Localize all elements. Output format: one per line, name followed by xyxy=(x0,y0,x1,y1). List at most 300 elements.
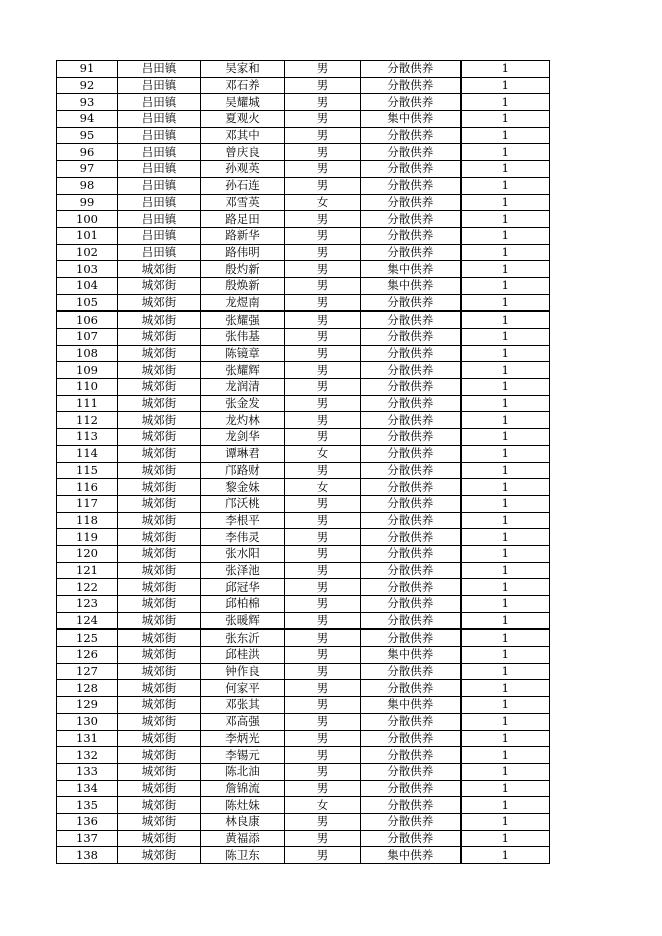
table-cell: 女 xyxy=(285,797,361,814)
table-cell: 殷焕新 xyxy=(201,277,285,294)
table-row xyxy=(57,797,550,814)
table-cell: 何家平 xyxy=(201,680,285,697)
table-cell: 城郊街 xyxy=(118,529,201,546)
table-cell: 城郊街 xyxy=(118,329,201,346)
table-row xyxy=(57,512,550,529)
table-cell: 93 xyxy=(57,94,118,111)
table-cell: 谭琳君 xyxy=(201,445,285,462)
table-cell: 分散供养 xyxy=(361,495,461,512)
table-cell: 男 xyxy=(285,713,361,730)
table-cell: 98 xyxy=(57,177,118,194)
table-row xyxy=(57,629,550,646)
table-cell: 邱冠华 xyxy=(201,579,285,596)
table-cell: 城郊街 xyxy=(118,663,201,680)
table-cell: 男 xyxy=(285,529,361,546)
table-row xyxy=(57,395,550,412)
table-cell: 分散供养 xyxy=(361,730,461,747)
table-cell: 1 xyxy=(461,127,550,144)
table-cell: 分散供养 xyxy=(361,61,461,78)
table-row xyxy=(57,244,550,261)
table-cell: 邓高强 xyxy=(201,713,285,730)
table-cell: 分散供养 xyxy=(361,294,461,311)
table-cell: 126 xyxy=(57,647,118,664)
table-row xyxy=(57,311,550,328)
table-cell: 邱桂洪 xyxy=(201,647,285,664)
table-cell: 吕田镇 xyxy=(118,61,201,78)
table-cell: 1 xyxy=(461,94,550,111)
table-cell: 109 xyxy=(57,362,118,379)
table-cell: 男 xyxy=(285,311,361,328)
table-cell: 分散供养 xyxy=(361,311,461,328)
table-cell: 男 xyxy=(285,329,361,346)
table-cell: 117 xyxy=(57,495,118,512)
table-cell: 男 xyxy=(285,780,361,797)
table-cell: 分散供养 xyxy=(361,161,461,178)
table-cell: 分散供养 xyxy=(361,680,461,697)
table-cell: 钟作良 xyxy=(201,663,285,680)
table-cell: 119 xyxy=(57,529,118,546)
table-cell: 集中供养 xyxy=(361,277,461,294)
table-cell: 城郊街 xyxy=(118,730,201,747)
table-cell: 104 xyxy=(57,277,118,294)
table-row xyxy=(57,830,550,847)
table-cell: 118 xyxy=(57,512,118,529)
table-cell: 91 xyxy=(57,61,118,78)
table-cell: 1 xyxy=(461,395,550,412)
table-cell: 吕田镇 xyxy=(118,194,201,211)
table-cell: 男 xyxy=(285,596,361,613)
table-row xyxy=(57,412,550,429)
table-row xyxy=(57,663,550,680)
table-row xyxy=(57,697,550,714)
table-cell: 112 xyxy=(57,412,118,429)
table-row xyxy=(57,277,550,294)
table-cell: 男 xyxy=(285,830,361,847)
table-cell: 1 xyxy=(461,663,550,680)
table-cell: 路伟明 xyxy=(201,244,285,261)
table-row xyxy=(57,612,550,629)
table-cell: 张金发 xyxy=(201,395,285,412)
table-cell: 1 xyxy=(461,177,550,194)
table-row xyxy=(57,562,550,579)
table-cell: 城郊街 xyxy=(118,261,201,278)
table-row xyxy=(57,177,550,194)
table-row xyxy=(57,545,550,562)
table-cell: 103 xyxy=(57,261,118,278)
table-cell: 110 xyxy=(57,379,118,396)
table-row xyxy=(57,362,550,379)
table-cell: 分散供养 xyxy=(361,797,461,814)
table-cell: 城郊街 xyxy=(118,629,201,646)
table-cell: 1 xyxy=(461,294,550,311)
table-cell: 分散供养 xyxy=(361,244,461,261)
table-cell: 1 xyxy=(461,747,550,764)
data-table xyxy=(56,60,550,864)
table-row xyxy=(57,127,550,144)
table-cell: 分散供养 xyxy=(361,780,461,797)
table-cell: 男 xyxy=(285,697,361,714)
table-cell: 分散供养 xyxy=(361,462,461,479)
table-cell: 男 xyxy=(285,747,361,764)
table-cell: 城郊街 xyxy=(118,311,201,328)
table-cell: 男 xyxy=(285,61,361,78)
table-cell: 1 xyxy=(461,813,550,830)
table-cell: 124 xyxy=(57,612,118,629)
table-cell: 分散供养 xyxy=(361,579,461,596)
table-cell: 102 xyxy=(57,244,118,261)
table-cell: 城郊街 xyxy=(118,445,201,462)
table-cell: 分散供养 xyxy=(361,379,461,396)
table-cell: 詹锦流 xyxy=(201,780,285,797)
table-cell: 黎金妹 xyxy=(201,479,285,496)
table-cell: 孙观英 xyxy=(201,161,285,178)
table-cell: 城郊街 xyxy=(118,813,201,830)
table-cell: 1 xyxy=(461,797,550,814)
table-row xyxy=(57,379,550,396)
table-cell: 106 xyxy=(57,311,118,328)
table-cell: 城郊街 xyxy=(118,797,201,814)
table-cell: 男 xyxy=(285,847,361,864)
table-cell: 115 xyxy=(57,462,118,479)
table-cell: 分散供养 xyxy=(361,512,461,529)
table-cell: 分散供养 xyxy=(361,362,461,379)
table-cell: 分散供养 xyxy=(361,395,461,412)
table-cell: 1 xyxy=(461,479,550,496)
table-cell: 男 xyxy=(285,161,361,178)
table-cell: 1 xyxy=(461,362,550,379)
table-cell: 男 xyxy=(285,395,361,412)
table-cell: 137 xyxy=(57,830,118,847)
table-cell: 张暖辉 xyxy=(201,612,285,629)
table-cell: 1 xyxy=(461,77,550,94)
table-cell: 分散供养 xyxy=(361,747,461,764)
table-row xyxy=(57,847,550,864)
table-cell: 1 xyxy=(461,161,550,178)
table-row xyxy=(57,294,550,311)
table-cell: 分散供养 xyxy=(361,596,461,613)
table-cell: 分散供养 xyxy=(361,94,461,111)
table-cell: 1 xyxy=(461,713,550,730)
table-cell: 分散供养 xyxy=(361,479,461,496)
table-cell: 男 xyxy=(285,379,361,396)
table-row xyxy=(57,144,550,161)
table-cell: 吕田镇 xyxy=(118,244,201,261)
table-cell: 分散供养 xyxy=(361,445,461,462)
table-cell: 分散供养 xyxy=(361,663,461,680)
table-cell: 116 xyxy=(57,479,118,496)
table-cell: 1 xyxy=(461,647,550,664)
table-cell: 128 xyxy=(57,680,118,697)
table-cell: 吕田镇 xyxy=(118,111,201,128)
table-cell: 127 xyxy=(57,663,118,680)
table-cell: 男 xyxy=(285,429,361,446)
table-cell: 吕田镇 xyxy=(118,161,201,178)
table-cell: 1 xyxy=(461,111,550,128)
table-cell: 张水阳 xyxy=(201,545,285,562)
table-cell: 分散供养 xyxy=(361,194,461,211)
table-cell: 1 xyxy=(461,194,550,211)
table-cell: 城郊街 xyxy=(118,429,201,446)
table-cell: 95 xyxy=(57,127,118,144)
table-cell: 城郊街 xyxy=(118,277,201,294)
table-cell: 1 xyxy=(461,562,550,579)
table-cell: 黄福添 xyxy=(201,830,285,847)
table-cell: 男 xyxy=(285,763,361,780)
table-cell: 城郊街 xyxy=(118,697,201,714)
table-cell: 1 xyxy=(461,211,550,228)
table-cell: 107 xyxy=(57,329,118,346)
table-cell: 男 xyxy=(285,211,361,228)
table-cell: 分散供养 xyxy=(361,429,461,446)
table-cell: 分散供养 xyxy=(361,545,461,562)
table-cell: 129 xyxy=(57,697,118,714)
table-cell: 1 xyxy=(461,277,550,294)
table-cell: 城郊街 xyxy=(118,412,201,429)
table-row xyxy=(57,730,550,747)
table-cell: 男 xyxy=(285,294,361,311)
table-cell: 94 xyxy=(57,111,118,128)
table-cell: 男 xyxy=(285,127,361,144)
table-row xyxy=(57,479,550,496)
table-cell: 城郊街 xyxy=(118,479,201,496)
table-cell: 135 xyxy=(57,797,118,814)
table-cell: 龙剑华 xyxy=(201,429,285,446)
table-cell: 分散供养 xyxy=(361,211,461,228)
table-cell: 132 xyxy=(57,747,118,764)
table-cell: 男 xyxy=(285,680,361,697)
table-cell: 1 xyxy=(461,529,550,546)
table-cell: 分散供养 xyxy=(361,127,461,144)
table-cell: 113 xyxy=(57,429,118,446)
table-row xyxy=(57,345,550,362)
table-cell: 张东沂 xyxy=(201,629,285,646)
table-cell: 1 xyxy=(461,227,550,244)
table-cell: 分散供养 xyxy=(361,177,461,194)
table-cell: 孙石连 xyxy=(201,177,285,194)
table-cell: 女 xyxy=(285,194,361,211)
table-cell: 城郊街 xyxy=(118,747,201,764)
table-row xyxy=(57,680,550,697)
table-cell: 城郊街 xyxy=(118,512,201,529)
table-cell: 134 xyxy=(57,780,118,797)
table-cell: 李锡元 xyxy=(201,747,285,764)
table-cell: 曾庆良 xyxy=(201,144,285,161)
table-cell: 城郊街 xyxy=(118,647,201,664)
table-cell: 城郊街 xyxy=(118,830,201,847)
table-cell: 1 xyxy=(461,847,550,864)
table-cell: 130 xyxy=(57,713,118,730)
table-row xyxy=(57,647,550,664)
table-cell: 吴家和 xyxy=(201,61,285,78)
table-cell: 城郊街 xyxy=(118,395,201,412)
table-cell: 男 xyxy=(285,412,361,429)
table-cell: 男 xyxy=(285,261,361,278)
table-cell: 李炳光 xyxy=(201,730,285,747)
table-cell: 121 xyxy=(57,562,118,579)
table-cell: 张泽池 xyxy=(201,562,285,579)
table-cell: 吕田镇 xyxy=(118,144,201,161)
table-cell: 集中供养 xyxy=(361,847,461,864)
table-cell: 1 xyxy=(461,697,550,714)
table-row xyxy=(57,713,550,730)
table-cell: 97 xyxy=(57,161,118,178)
table-cell: 1 xyxy=(461,545,550,562)
table-cell: 城郊街 xyxy=(118,545,201,562)
table-cell: 邓石养 xyxy=(201,77,285,94)
table-cell: 分散供养 xyxy=(361,813,461,830)
table-cell: 分散供养 xyxy=(361,227,461,244)
table-cell: 分散供养 xyxy=(361,830,461,847)
table-cell: 城郊街 xyxy=(118,847,201,864)
table-cell: 李根平 xyxy=(201,512,285,529)
table-row xyxy=(57,211,550,228)
table-cell: 92 xyxy=(57,77,118,94)
table-cell: 1 xyxy=(461,629,550,646)
table-cell: 路新华 xyxy=(201,227,285,244)
table-cell: 男 xyxy=(285,629,361,646)
table-cell: 分散供养 xyxy=(361,329,461,346)
table-cell: 1 xyxy=(461,495,550,512)
table-cell: 龙润清 xyxy=(201,379,285,396)
table-cell: 城郊街 xyxy=(118,294,201,311)
table-cell: 吴耀城 xyxy=(201,94,285,111)
table-cell: 1 xyxy=(461,830,550,847)
table-cell: 张伟基 xyxy=(201,329,285,346)
table-cell: 136 xyxy=(57,813,118,830)
table-cell: 男 xyxy=(285,663,361,680)
table-cell: 城郊街 xyxy=(118,763,201,780)
table-cell: 1 xyxy=(461,445,550,462)
table-cell: 殷灼新 xyxy=(201,261,285,278)
table-cell: 男 xyxy=(285,562,361,579)
table-cell: 陈卫东 xyxy=(201,847,285,864)
table-row xyxy=(57,579,550,596)
table-cell: 城郊街 xyxy=(118,362,201,379)
table-cell: 1 xyxy=(461,462,550,479)
table-cell: 男 xyxy=(285,462,361,479)
table-cell: 男 xyxy=(285,545,361,562)
table-cell: 100 xyxy=(57,211,118,228)
table-cell: 男 xyxy=(285,813,361,830)
table-cell: 陈北油 xyxy=(201,763,285,780)
table-row xyxy=(57,329,550,346)
table-cell: 集中供养 xyxy=(361,111,461,128)
table-cell: 男 xyxy=(285,362,361,379)
table-cell: 分散供养 xyxy=(361,629,461,646)
table-cell: 分散供养 xyxy=(361,77,461,94)
table-row xyxy=(57,161,550,178)
table-row xyxy=(57,596,550,613)
table-cell: 城郊街 xyxy=(118,596,201,613)
table-cell: 城郊街 xyxy=(118,462,201,479)
table-row xyxy=(57,261,550,278)
table-cell: 1 xyxy=(461,144,550,161)
table-cell: 122 xyxy=(57,579,118,596)
table-cell: 1 xyxy=(461,379,550,396)
table-cell: 吕田镇 xyxy=(118,227,201,244)
table-cell: 男 xyxy=(285,177,361,194)
table-cell: 1 xyxy=(461,780,550,797)
table-cell: 111 xyxy=(57,395,118,412)
table-cell: 1 xyxy=(461,763,550,780)
table-cell: 集中供养 xyxy=(361,647,461,664)
table-cell: 吕田镇 xyxy=(118,211,201,228)
table-cell: 吕田镇 xyxy=(118,177,201,194)
table-cell: 城郊街 xyxy=(118,680,201,697)
table-cell: 分散供养 xyxy=(361,562,461,579)
table-row xyxy=(57,529,550,546)
table-row xyxy=(57,462,550,479)
table-cell: 分散供养 xyxy=(361,345,461,362)
table-cell: 邱柏棉 xyxy=(201,596,285,613)
table-cell: 陈灶妹 xyxy=(201,797,285,814)
table-cell: 131 xyxy=(57,730,118,747)
table-cell: 邓雪英 xyxy=(201,194,285,211)
table-cell: 1 xyxy=(461,244,550,261)
table-cell: 分散供养 xyxy=(361,144,461,161)
table-cell: 分散供养 xyxy=(361,763,461,780)
table-cell: 陈镜章 xyxy=(201,345,285,362)
table-cell: 114 xyxy=(57,445,118,462)
table-cell: 1 xyxy=(461,329,550,346)
table-row xyxy=(57,111,550,128)
table-cell: 城郊街 xyxy=(118,780,201,797)
table-cell: 1 xyxy=(461,579,550,596)
table-cell: 男 xyxy=(285,730,361,747)
table-cell: 邝路财 xyxy=(201,462,285,479)
table-row xyxy=(57,61,550,78)
table-row xyxy=(57,780,550,797)
table-cell: 张耀辉 xyxy=(201,362,285,379)
table-cell: 路足田 xyxy=(201,211,285,228)
table-row xyxy=(57,94,550,111)
table-row xyxy=(57,763,550,780)
table-cell: 集中供养 xyxy=(361,697,461,714)
table-cell: 1 xyxy=(461,612,550,629)
table-row xyxy=(57,77,550,94)
table-cell: 男 xyxy=(285,111,361,128)
table-cell: 城郊街 xyxy=(118,345,201,362)
table-cell: 龙灼林 xyxy=(201,412,285,429)
table-cell: 集中供养 xyxy=(361,261,461,278)
table-cell: 城郊街 xyxy=(118,612,201,629)
table-cell: 男 xyxy=(285,345,361,362)
table-cell: 101 xyxy=(57,227,118,244)
table-cell: 邓张其 xyxy=(201,697,285,714)
table-cell: 男 xyxy=(285,647,361,664)
table-cell: 1 xyxy=(461,429,550,446)
table-cell: 女 xyxy=(285,445,361,462)
table-cell: 女 xyxy=(285,479,361,496)
table-cell: 男 xyxy=(285,94,361,111)
table-cell: 133 xyxy=(57,763,118,780)
table-cell: 1 xyxy=(461,345,550,362)
table-cell: 125 xyxy=(57,629,118,646)
table-cell: 男 xyxy=(285,612,361,629)
table-cell: 1 xyxy=(461,311,550,328)
table-cell: 120 xyxy=(57,545,118,562)
table-cell: 城郊街 xyxy=(118,562,201,579)
table-cell: 男 xyxy=(285,244,361,261)
table-cell: 1 xyxy=(461,512,550,529)
table-cell: 123 xyxy=(57,596,118,613)
table-row xyxy=(57,194,550,211)
table-cell: 吕田镇 xyxy=(118,94,201,111)
table-cell: 男 xyxy=(285,579,361,596)
table-cell: 吕田镇 xyxy=(118,77,201,94)
table-row xyxy=(57,445,550,462)
table-row xyxy=(57,813,550,830)
